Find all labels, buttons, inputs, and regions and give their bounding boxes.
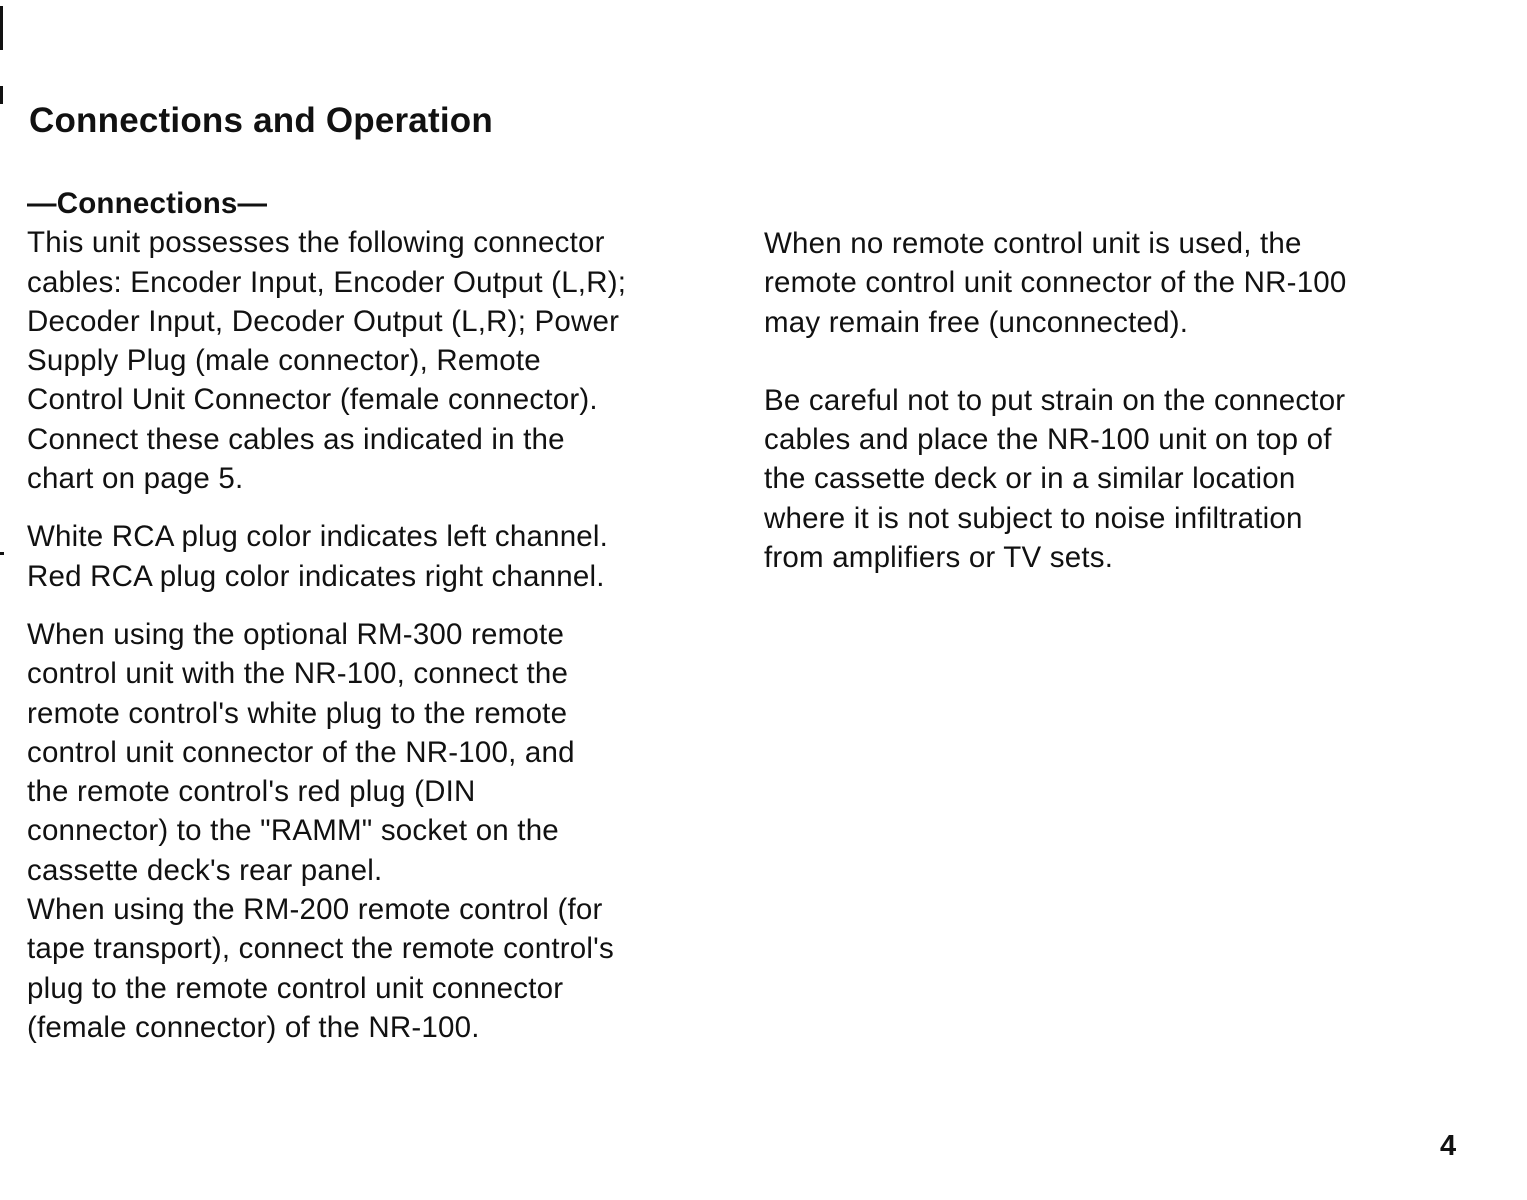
- right-column: [764, 224, 1484, 577]
- page-title: Connections and Operation: [29, 101, 493, 140]
- scan-edge-mark: [0, 6, 3, 50]
- scan-edge-mark: [0, 552, 4, 555]
- paragraph-remote-control: When using the optional RM-300 remote control unit with the NR-100, connect the remote control's white plug to the remote control unit connector of the NR-100, and the remote control's red plug (DIN connector) to the "RAMM" socket on the cassette deck's rear panel. When using the RM-200 remote control (for tape transport), connect the remote control's plug to the remote control unit connector (female connector) of the NR-100.: [27, 617, 614, 1044]
- paragraph-placement: Be careful not to put strain on the connector cables and place the NR-100 unit on top of the cassette deck or in a similar location where it is not subject to noise infiltration from amplifiers or TV sets.: [764, 383, 1346, 575]
- paragraph-no-remote: When no remote control unit is used, the remote control unit connector of the NR-100 may remain free (unconnected).: [764, 227, 1347, 339]
- page-number: 4: [1440, 1130, 1457, 1162]
- paragraph-connector-cables: This unit possesses the following connector cables: Encoder Input, Encoder Output (L,R); Decoder Input, Decoder Output (L,R); Power Supply Plug (male connector), Remote Control Unit Connector (female connector). Connect these cables as indicated in the chart on page 5.: [27, 226, 627, 496]
- left-column: [27, 184, 727, 1047]
- paragraph-rca-colors: White RCA plug color indicates left channel. Red RCA plug color indicates right channel.: [27, 520, 609, 593]
- section-heading: —Connections—: [27, 187, 268, 220]
- scan-edge-mark: [0, 86, 3, 104]
